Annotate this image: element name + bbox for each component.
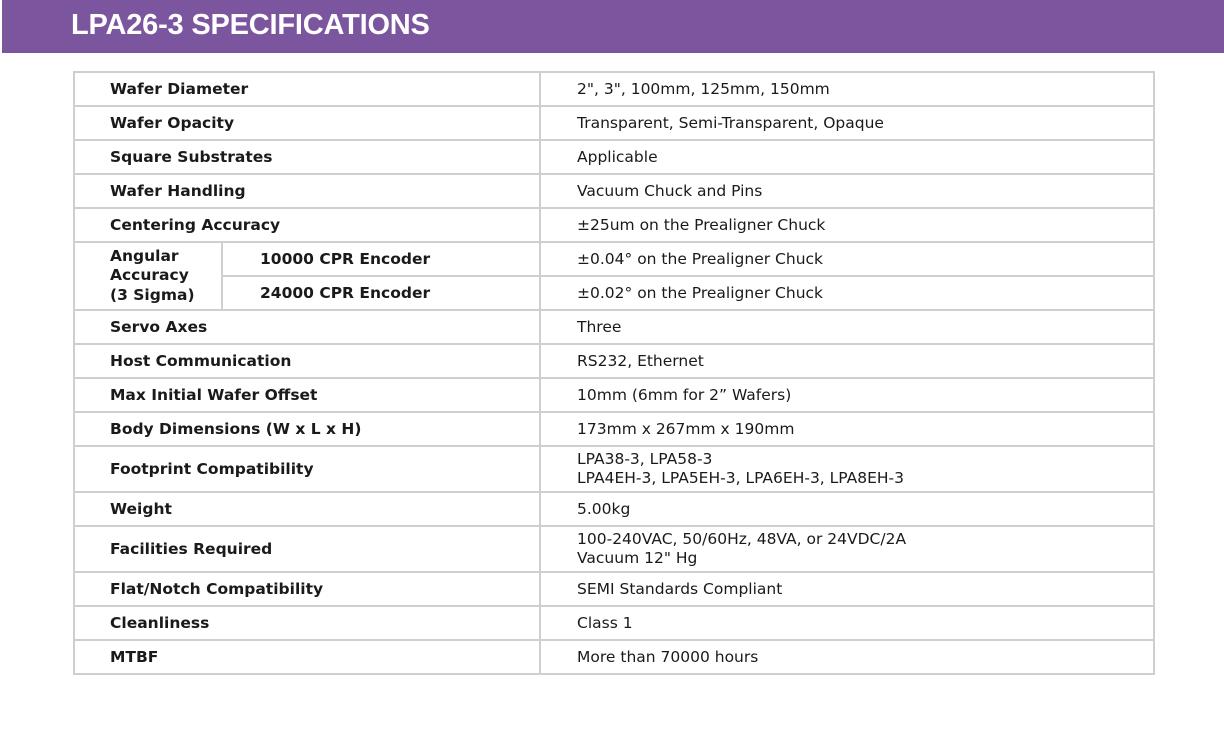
table-row: [74, 276, 1154, 310]
spec-label: MTBF: [74, 640, 540, 674]
specifications-table: [73, 71, 1155, 675]
table-row: [74, 492, 1154, 526]
spec-value: 2", 3", 100mm, 125mm, 150mm: [540, 72, 1154, 106]
spec-label: Servo Axes: [74, 310, 540, 344]
table-row: [74, 344, 1154, 378]
group-label-line: Angular: [110, 246, 179, 265]
group-label-line: (3 Sigma): [110, 285, 195, 304]
spec-label: Flat/Notch Compatibility: [74, 572, 540, 606]
spec-label: Wafer Opacity: [74, 106, 540, 140]
spec-value: [540, 446, 1154, 492]
spec-value: Three: [540, 310, 1154, 344]
table-row: [74, 310, 1154, 344]
table-row: [74, 242, 1154, 276]
spec-value: SEMI Standards Compliant: [540, 572, 1154, 606]
spec-value: Applicable: [540, 140, 1154, 174]
table-row: [74, 208, 1154, 242]
table-row: [74, 140, 1154, 174]
spec-value: Vacuum Chuck and Pins: [540, 174, 1154, 208]
value-line: 100-240VAC, 50/60Hz, 48VA, or 24VDC/2A: [577, 530, 907, 548]
spec-label: Host Communication: [74, 344, 540, 378]
spec-label: Footprint Compatibility: [74, 446, 540, 492]
spec-value: ±25um on the Prealigner Chuck: [540, 208, 1154, 242]
spec-value: Transparent, Semi-Transparent, Opaque: [540, 106, 1154, 140]
spec-value: 10mm (6mm for 2” Wafers): [540, 378, 1154, 412]
table-row: [74, 174, 1154, 208]
spec-value: More than 70000 hours: [540, 640, 1154, 674]
value-line: LPA4EH-3, LPA5EH-3, LPA6EH-3, LPA8EH-3: [577, 469, 905, 487]
spec-label: Square Substrates: [74, 140, 540, 174]
header-banner: [2, 0, 1224, 53]
spec-label: Body Dimensions (W x L x H): [74, 412, 540, 446]
spec-value: 5.00kg: [540, 492, 1154, 526]
group-label-line: Accuracy: [110, 266, 189, 285]
spec-sublabel: 24000 CPR Encoder: [222, 276, 540, 310]
spec-value: Class 1: [540, 606, 1154, 640]
spec-label: Wafer Handling: [74, 174, 540, 208]
spec-label: Centering Accuracy: [74, 208, 540, 242]
spec-label: Wafer Diameter: [74, 72, 540, 106]
spec-label: Max Initial Wafer Offset: [74, 378, 540, 412]
table-row: [74, 572, 1154, 606]
spec-value: ±0.02° on the Prealigner Chuck: [540, 276, 1154, 310]
spec-value: [540, 526, 1154, 572]
table-row: [74, 72, 1154, 106]
table-row: [74, 378, 1154, 412]
value-line: Vacuum 12" Hg: [577, 549, 698, 567]
page-title: LPA26-3 SPECIFICATIONS: [71, 9, 430, 41]
spec-sublabel: 10000 CPR Encoder: [222, 242, 540, 276]
table-row: [74, 640, 1154, 674]
spec-label: Weight: [74, 492, 540, 526]
table-row: [74, 412, 1154, 446]
spec-label: Cleanliness: [74, 606, 540, 640]
spec-value: ±0.04° on the Prealigner Chuck: [540, 242, 1154, 276]
spec-value: 173mm x 267mm x 190mm: [540, 412, 1154, 446]
table-row: [74, 606, 1154, 640]
spec-value: RS232, Ethernet: [540, 344, 1154, 378]
spec-group-label: [74, 242, 222, 310]
table-row: [74, 446, 1154, 492]
spec-label: Facilities Required: [74, 526, 540, 572]
table-row: [74, 526, 1154, 572]
table-row: [74, 106, 1154, 140]
value-line: LPA38-3, LPA58-3: [577, 450, 713, 468]
